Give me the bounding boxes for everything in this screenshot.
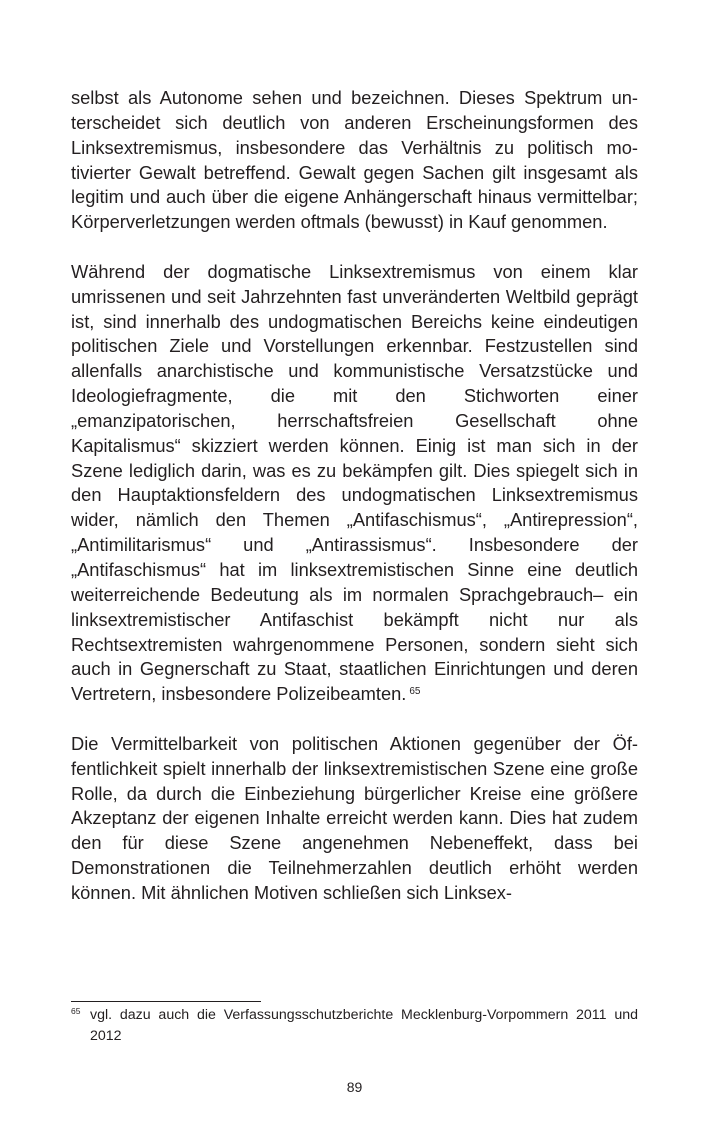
paragraph-2-text: Während der dogmatische Linksextremismus von einem klar umrissenen und seit Jahrzehnten fast unveränderten Weltbild geprägt ist, sind innerhalb des undogmatischen Bereichs keine eindeutigen politischen Ziele und Vorstellungen erkennbar. Festzustellen sind allenfalls anarchistische und kommunistische Versatzstücke und Ideologiefragmente, die mit den Stichworten einer „emanzipatorischen, herrschaftsfreien Gesellschaft ohne Kapitalismus“ skizziert werden können. Einig ist man sich in der Szene lediglich darin, was es zu bekämpfen gilt. Dies spiegelt sich in den Hauptaktionsfeldern des undogmatischen Linksextremismus wider, nämlich den Themen „Antifaschismus“, „Antirepression“, „Antimilitarismus“ und „Antirassismus“. Insbesondere der „Antifaschismus“ hat im linksextremistischen Sinne eine deutlich weiterreichende Bedeutung als im normalen Sprachgebrauch– ein linksextremistischer Antifaschist bekämpft nicht nur als Rechtsextremisten wahrgenommene Personen, sondern sieht sich auch in Gegnerschaft zu Staat, staatlichen Einrichtungen und deren Vertretern, insbesondere Polizeibeamten. xyxy=(71,260,638,705)
footnote-number: 65 xyxy=(71,1006,81,1016)
footnote-text: vgl. dazu auch die Verfassungsschutzberichte Mecklenburg-Vorpommern 2011 und 2012 xyxy=(90,1007,638,1044)
paragraph-2 xyxy=(71,260,638,707)
paragraph-1: selbst als Autonome sehen und bezeichnen. Dieses Spektrum unterscheidet sich deutlich von anderen Erscheinungsformen des Linksextremismus, insbesondere das Verhältnis zu politisch motivierter Gewalt betreffend. Gewalt gegen Sachen gilt insgesamt als legitim und auch über die eigene Anhängerschaft hinaus vermittelbar; Körperverletzungen werden oftmals (bewusst) in Kauf genommen. xyxy=(71,87,638,233)
main-text xyxy=(71,86,638,906)
paragraph-3: Die Vermittelbarkeit von politischen Aktionen gegenüber der Öffentlichkeit spielt innerhalb der linksextremistischen Szene eine große Rolle, da durch die Einbeziehung bürgerlicher Kreise eine größere Akzeptanz der eigenen Inhalte erreicht werden kann. Dies hat zudem den für diese Szene angenehmen Nebeneffekt, dass bei Demonstrationen die Teilnehmerzahlen deutlich erhöht werden können. Mit ähnlichen Motiven schließen sich Linksex- xyxy=(71,732,638,903)
page-number: 89 xyxy=(346,1079,363,1095)
footnote xyxy=(71,1005,638,1046)
footnote-reference: 65 xyxy=(409,686,421,698)
footnote-divider xyxy=(71,1001,261,1002)
